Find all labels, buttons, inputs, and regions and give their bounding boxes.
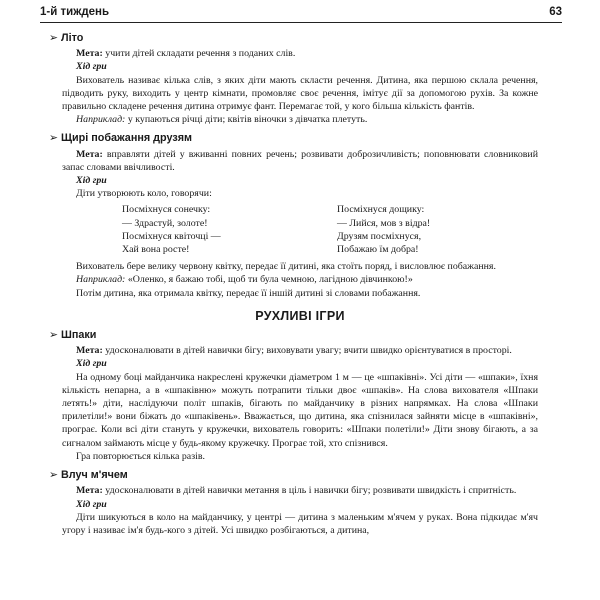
- game-progress-heading: Хід гри: [76, 61, 107, 73]
- example-paragraph: Наприклад: «Оленко, я бажаю тобі, щоб ти була чемною, лагідною дівчинкою!»: [76, 274, 413, 286]
- body-paragraph: Потім дитина, яка отримала квітку, передає її іншій дитині зі словами побажання.: [76, 287, 421, 299]
- goal-paragraph: Мета: вправляти дітей у вживанні повних речень; розвивати доброзичливість; поповнювати словниковий запас словами ввічливості.: [62, 148, 538, 173]
- poem-right-column: [323, 203, 538, 256]
- poem-line: Хай вона росте!: [122, 244, 190, 256]
- pointer-arrow-icon: ➢: [49, 329, 59, 342]
- pointer-arrow-icon: ➢: [49, 32, 59, 44]
- body-paragraph: Вихователь називає кілька слів, з яких діти мають скласти речення. Дитина, яка першою склала речення, підводить руку, виходить у центр кімнати, промовляє своє речення, імітує дії за допомогою рухів. За кожне правильно складене речення дитина отримує фант. Перемагає той, у кого більша кількість фантів.: [62, 74, 538, 113]
- body-paragraph: Діти утворюють коло, говорячи:: [76, 188, 212, 200]
- poem-line: Посміхнуся дощику:: [337, 204, 425, 216]
- chapter-label: 1-й тиждень: [40, 6, 110, 18]
- game-progress-heading: Хід гри: [76, 175, 107, 187]
- body-paragraph: Вихователь бере велику червону квітку, передає її дитині, яка стоїть поряд, і висловлює побажання.: [76, 261, 496, 273]
- poem-line: — Лийся, мов з відра!: [337, 217, 431, 229]
- pointer-arrow-icon: ➢: [49, 132, 59, 145]
- page-header: [40, 2, 562, 23]
- active-games-heading: РУХЛИВІ ІГРИ: [255, 308, 345, 323]
- body-paragraph: На одному боці майданчика накреслені кружечки діаметром 1 м — це «шпаківні». Усі діти — «шпаки», їхня кількість непарна, а в «шпаківню» можуть потрапити тільки двоє «шпаків». На слова вихователя «Шпаки летять!» діти, наслідуючи політ шпаків, бігають по майданчику в різних напрямках. На слова «Шпаки прилетіли!» вони біжать до «шпаківень». Вважається, що дитина, яка спізнилася зайняти місце в «шпаківні», програє. Коли всі діти стануть у кружечки, вихователь говорить: «Шпаки полетіли!» Діти знову бігають, а за сигналом займають місце у будь-якому кружечку. Програє той, хто спізнився.: [62, 371, 538, 449]
- poem-left-column: [108, 203, 323, 256]
- goal-paragraph: Мета: удосконалювати в дітей навички метання в ціль і навички бігу; розвивати швидкість і спритність.: [76, 485, 517, 497]
- poem-line: Друзям посміхнуся,: [337, 230, 422, 242]
- page-content: [49, 32, 538, 537]
- goal-paragraph: Мета: учити дітей складати речення з поданих слів.: [76, 48, 296, 60]
- pointer-arrow-icon: ➢: [49, 469, 59, 482]
- example-paragraph: Наприклад: у купаються річці діти; квітів віночки з дівчатка плетуть.: [76, 114, 368, 126]
- goal-paragraph: Мета: удосконалювати в дітей навички бігу; виховувати увагу; вчити швидко орієнтуватися в просторі.: [76, 345, 512, 357]
- section-title-shpaky: ➢ Шпаки: [49, 329, 97, 342]
- section-title-ball: ➢ Влуч м'ячем: [49, 469, 128, 482]
- poem-line: Побажаю їм добра!: [337, 244, 419, 256]
- poem-line: Посміхнуся квіточці —: [122, 230, 221, 242]
- section-title-lito: ➢ Літо: [49, 32, 84, 44]
- game-progress-heading: Хід гри: [76, 358, 107, 370]
- section-title-wishes: ➢ Щирі побажання друзям: [49, 132, 192, 145]
- poem-line: — Здрастуй, золоте!: [122, 217, 208, 229]
- page-number: 63: [549, 6, 562, 18]
- body-paragraph: Діти шикуються в коло на майданчику, у центрі — дитина з маленьким м'ячем у руках. Вона підкидає м'яч угору і називає ім'я будь-кого з дітей. Усі швидко розбігаються, а дитина,: [62, 511, 538, 536]
- game-progress-heading: Хід гри: [76, 498, 107, 510]
- body-paragraph: Гра повторюється кілька разів.: [76, 450, 205, 462]
- poem-line: Посміхнуся сонечку:: [122, 204, 211, 216]
- poem: [62, 203, 538, 256]
